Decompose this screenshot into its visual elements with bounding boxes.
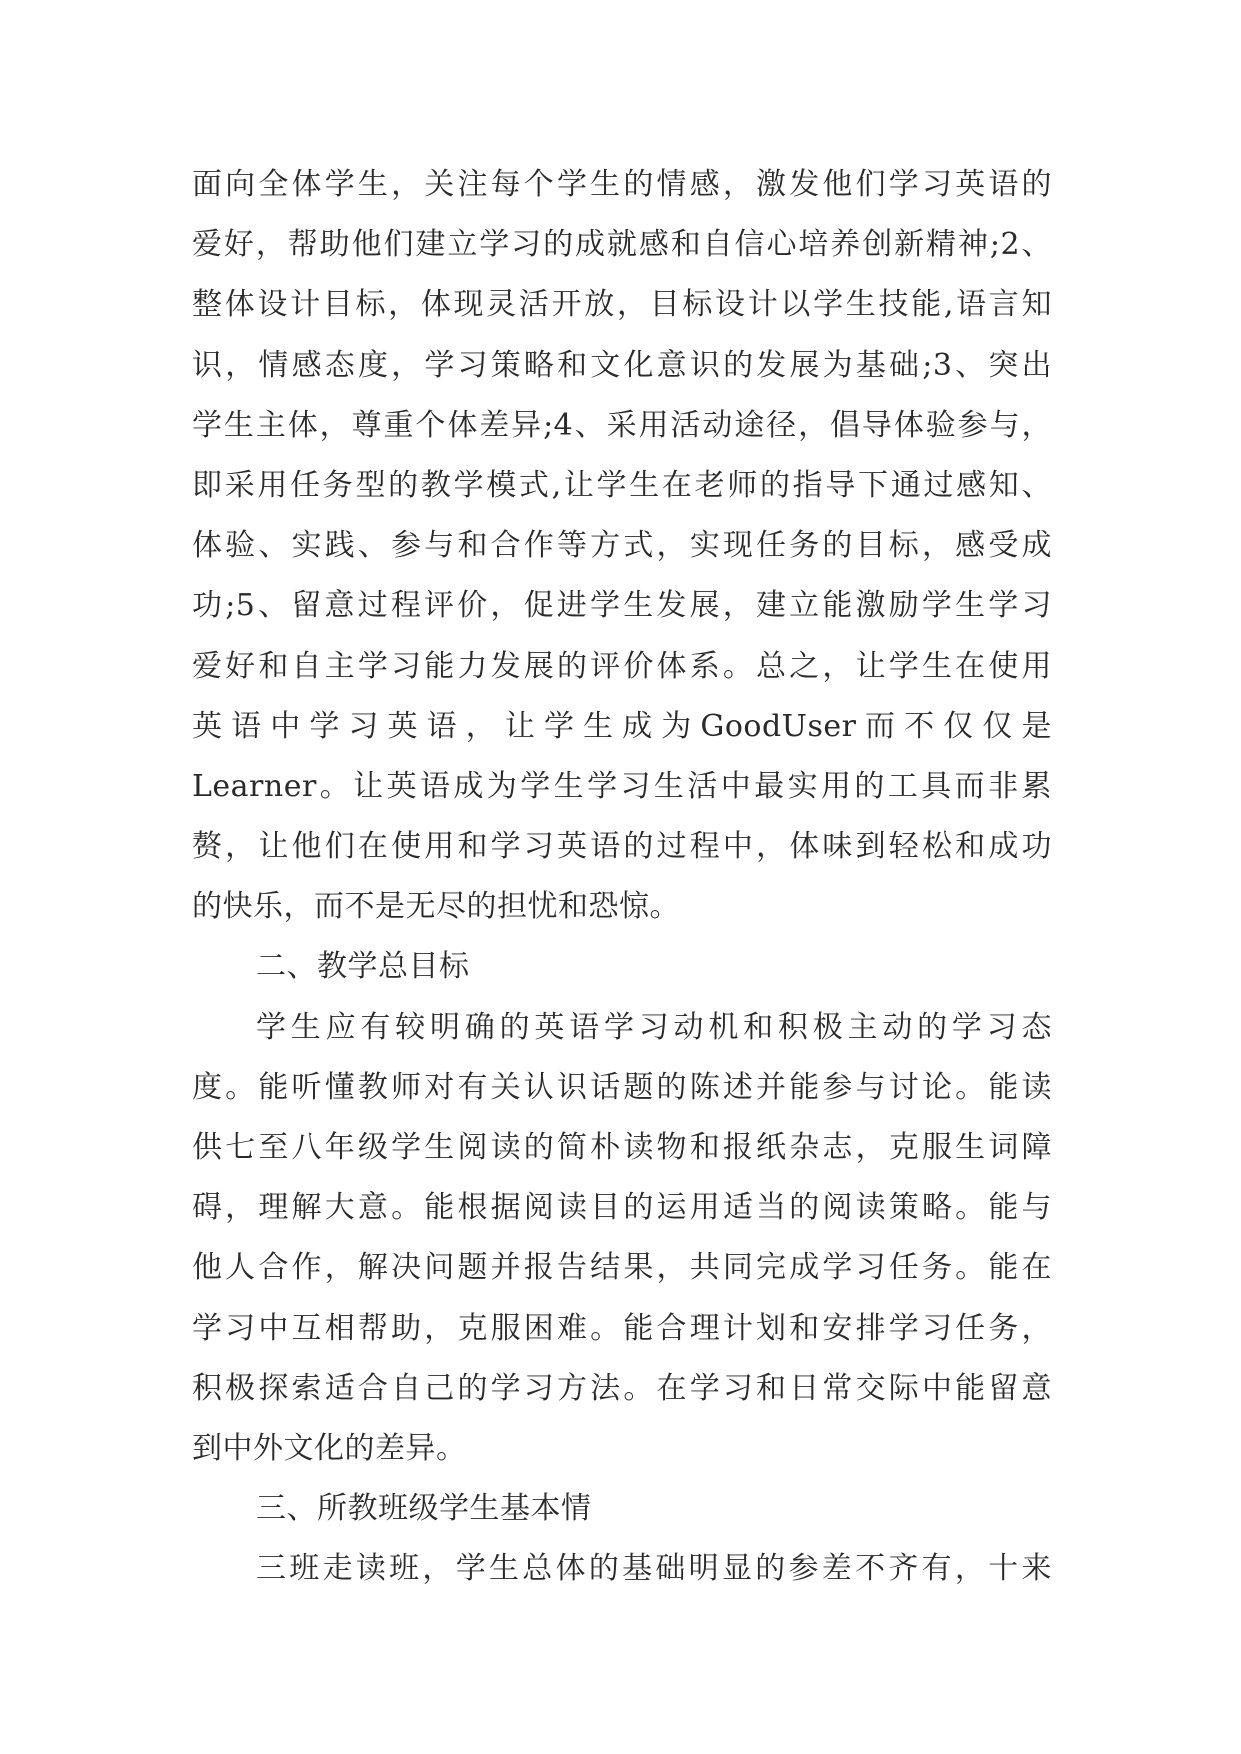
text-line: 学习中互相帮助，克服困难。能合理计划和安排学习任务，: [192, 1310, 1052, 1346]
section-heading: 三、所教班级学生基本情: [256, 1491, 592, 1527]
text-line: 学生应有较明确的英语学习动机和积极主动的学习态: [256, 1009, 1052, 1045]
text-line: 爱好和自主学习能力发展的评价体系。总之，让学生在使用: [192, 648, 1052, 684]
text-line: 体验、实践、参与和合作等方式，实现任务的目标，感受成: [192, 528, 1052, 564]
text-line: 他人合作，解决问题并报告结果，共同完成学习任务。能在: [192, 1250, 1052, 1286]
text-line: 爱好，帮助他们建立学习的成就感和自信心培养创新精神;2、: [192, 227, 1052, 263]
text-line: 英语中学习英语，让学生成为GoodUser而不仅仅是: [192, 708, 1052, 744]
text-line: 到中外文化的差异。: [192, 1430, 467, 1466]
text-line: 三班走读班，学生总体的基础明显的参差不齐有，十来: [256, 1551, 1052, 1587]
text-line: 学生主体，尊重个体差异;4、采用活动途径，倡导体验参与，: [192, 407, 1052, 443]
text-line: 供七至八年级学生阅读的简朴读物和报纸杂志，克服生词障: [192, 1130, 1052, 1165]
text-line: 功;5、留意过程评价，促进学生发展，建立能激励学生学习: [192, 588, 1052, 624]
text-line: 即采用任务型的教学模式,让学生在老师的指导下通过感知、: [192, 467, 1052, 503]
text-line: 积极探索适合自己的学习方法。在学习和日常交际中能留意: [192, 1370, 1052, 1406]
text-line: 碍，理解大意。能根据阅读目的运用适当的阅读策略。能与: [192, 1190, 1052, 1226]
text-line: 赘，让他们在使用和学习英语的过程中，体味到轻松和成功: [192, 829, 1052, 865]
text-line: 度。能听懂教师对有关认识话题的陈述并能参与讨论。能读: [192, 1069, 1052, 1105]
text-line: 面向全体学生，关注每个学生的情感，激发他们学习英语的: [192, 167, 1052, 202]
text-line: 识，情感态度，学习策略和文化意识的发展为基础;3、突出: [192, 347, 1052, 383]
section-heading: 二、教学总目标: [256, 949, 470, 985]
text-line: 整体设计目标，体现灵活开放，目标设计以学生技能,语言知: [192, 287, 1052, 323]
text-line: 的快乐，而不是无尽的担忧和恐惊。: [192, 889, 680, 925]
text-line: Learner。让英语成为学生学习生活中最实用的工具而非累: [192, 768, 1052, 804]
document-body: [192, 155, 1052, 1600]
